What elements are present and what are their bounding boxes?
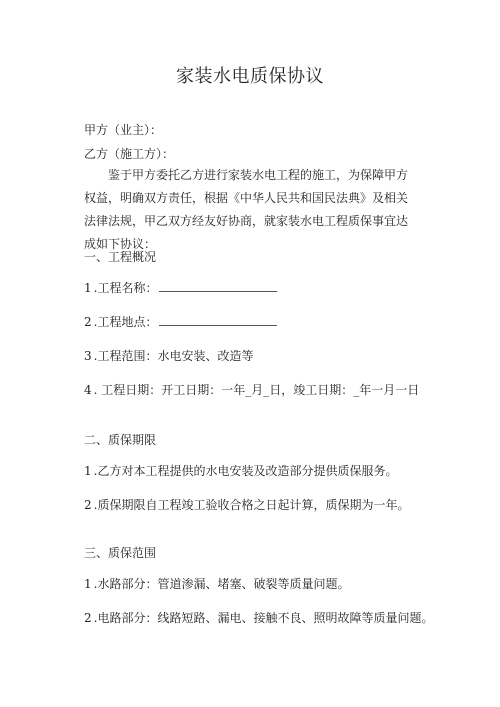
party-b-line: 乙方（施工方）： bbox=[84, 147, 175, 161]
item-number: 2 bbox=[84, 611, 92, 625]
overview-item-location bbox=[84, 314, 277, 330]
overview-item-dates bbox=[84, 382, 419, 398]
item-text: . 工程日期：开工日期：一年_月_日，竣工日期：_年一月一日 bbox=[93, 383, 420, 397]
intro-paragraph: 鉴于甲方委托乙方进行家装水电工程的施工，为保障甲方权益，明确双方责任，根据《中华人民共和国民法典》及相关法律法规，甲乙双方经友好协商，就家装水电工程质保事宜达成如下协议： bbox=[84, 168, 409, 251]
document-title: 家装水电质保协议 bbox=[176, 66, 324, 87]
item-number: 2 bbox=[84, 498, 92, 512]
overview-item-name bbox=[84, 280, 277, 296]
item-text: .工程地点： bbox=[93, 315, 158, 329]
overview-item-scope bbox=[84, 348, 253, 364]
item-number: 1 bbox=[84, 281, 92, 295]
party-a-line: 甲方（业主）： bbox=[84, 123, 163, 137]
item-text: .乙方对本工程提供的水电安装及改造部分提供质保服务。 bbox=[93, 464, 398, 478]
item-text: .电路部分：线路短路、漏电、接触不良、照明故障等质量问题。 bbox=[93, 611, 434, 625]
item-number: 3 bbox=[84, 349, 92, 363]
item-number: 2 bbox=[84, 315, 92, 329]
item-text: .工程范围：水电安装、改造等 bbox=[93, 349, 254, 363]
warranty-period-item bbox=[84, 497, 409, 513]
item-text: .工程名称： bbox=[93, 281, 158, 295]
fill-in-blank bbox=[159, 315, 277, 326]
item-number: 1 bbox=[84, 464, 92, 478]
fill-in-blank bbox=[159, 281, 277, 292]
warranty-scope-item bbox=[84, 576, 349, 592]
warranty-scope-item bbox=[84, 610, 433, 626]
item-number: 4 bbox=[84, 383, 92, 397]
item-number: 1 bbox=[84, 577, 92, 591]
item-text: .水路部分：管道渗漏、堵塞、破裂等质量问题。 bbox=[93, 577, 350, 591]
warranty-period-item bbox=[84, 463, 397, 479]
section-heading-warranty-period: 二、质保期限 bbox=[84, 433, 157, 447]
section-heading-overview: 一、工程概况 bbox=[84, 250, 157, 264]
section-heading-warranty-scope: 三、质保范围 bbox=[84, 546, 157, 560]
item-text: .质保期限自工程竣工验收合格之日起计算，质保期为一年。 bbox=[93, 498, 410, 512]
